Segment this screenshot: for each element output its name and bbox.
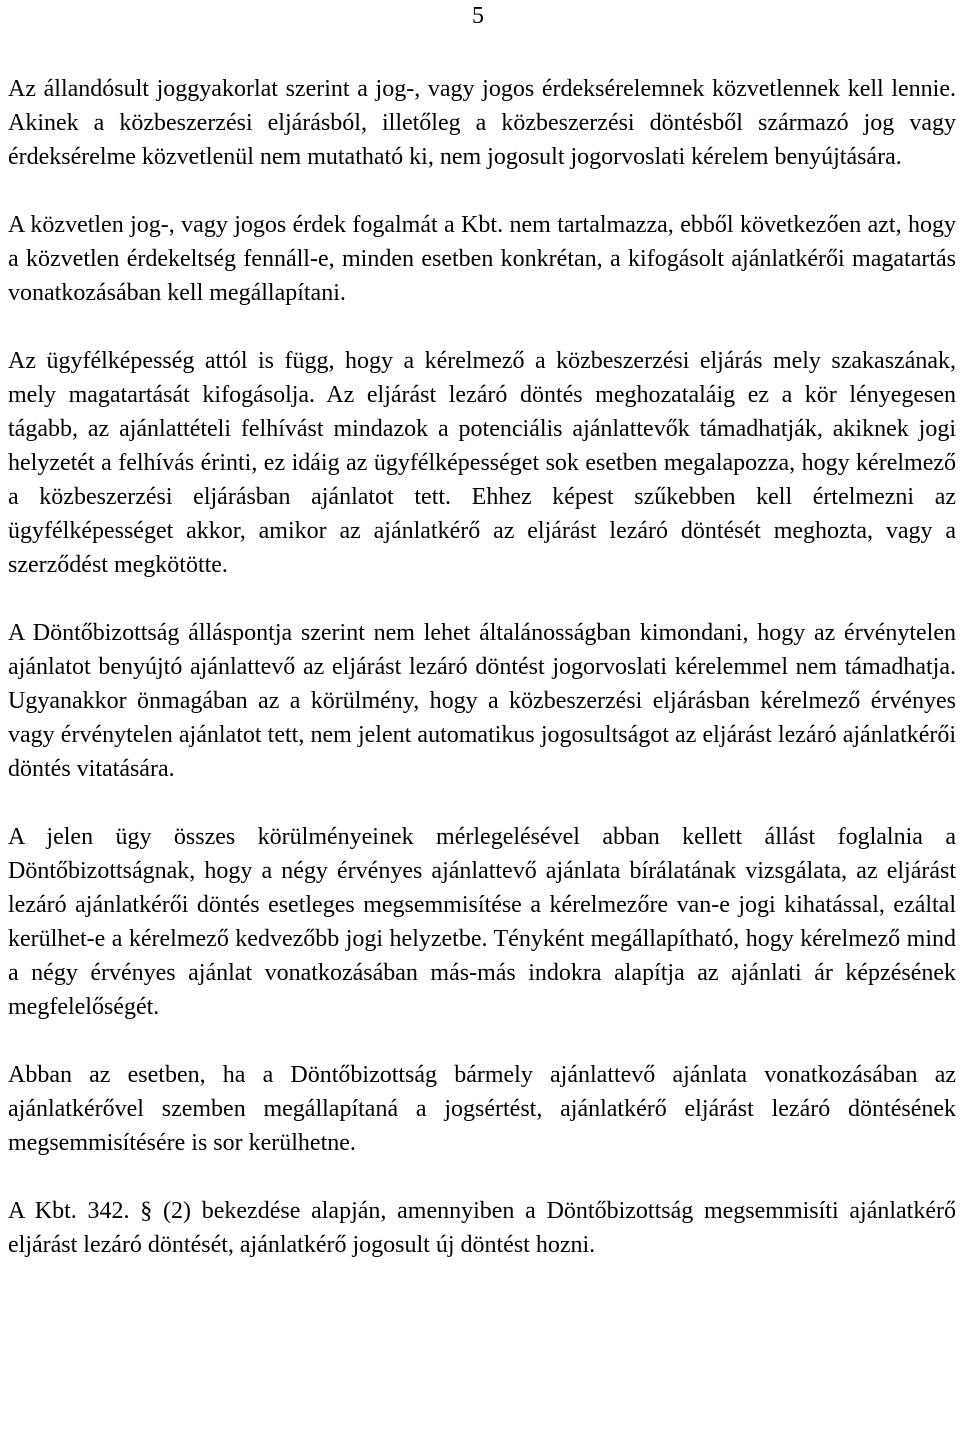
paragraph: Az ügyfélképesség attól is függ, hogy a kérelmező a közbeszerzési eljárás mely szakaszának, mely magatartását kifogásolja. Az eljárást lezáró döntés meghozataláig ez a kör lényegesen tágabb, az ajánlattételi felhívást mindazok a potenciális ajánlattevők támadhatják, akiknek jogi helyzetét a felhívás érinti, ez idáig az ügyfélképességet sok esetben megalapozza, hogy kérelmező a közbeszerzési eljárásban ajánlatot tett. Ehhez képest szűkebben kell értelmezni az ügyfélképességet akkor, amikor az ajánlatkérő az eljárást lezáró döntését meghozta, vagy a szerződést megkötötte. bbox=[8, 348, 956, 578]
paragraph: Abban az esetben, ha a Döntőbizottság bármely ajánlattevő ajánlata vonatkozásában az ajánlatkérővel szemben megállapítaná a jogsértést, ajánlatkérő eljárást lezáró döntésének megsemmisítésére is sor kerülhetne. bbox=[8, 1062, 956, 1156]
paragraph: A jelen ügy összes körülményeinek mérlegelésével abban kellett állást foglalnia a Döntőbizottságnak, hogy a négy érvényes ajánlattevő ajánlata bírálatának vizsgálata, az eljárást lezáró ajánlatkérői döntés esetleges megsemmisítése a kérelmezőre van-e jogi kihatással, ezáltal kerülhet-e a kérelmező kedvezőbb jogi helyzetbe. Tényként megállapítható, hogy kérelmező mind a négy érvényes ajánlat vonatkozásában más-más indokra alapítja az ajánlati ár képzésének megfelelőségét. bbox=[8, 824, 956, 1020]
page-number: 5 bbox=[472, 3, 484, 29]
paragraph: A Kbt. 342. § (2) bekezdése alapján, amennyiben a Döntőbizottság megsemmisíti ajánlatkérő eljárást lezáró döntését, ajánlatkérő jogosult új döntést hozni. bbox=[8, 1198, 956, 1258]
paragraph: A Döntőbizottság álláspontja szerint nem lehet általánosságban kimondani, hogy az érvénytelen ajánlatot benyújtó ajánlattevő az eljárást lezáró döntést jogorvoslati kérelemmel nem támadhatja. Ugyanakkor önmagában az a körülmény, hogy a közbeszerzési eljárásban kérelmező érvényes vagy érvénytelen ajánlatot tett, nem jelent automatikus jogosultságot az eljárást lezáró ajánlatkérői döntés vitatására. bbox=[8, 620, 956, 782]
paragraph: Az állandósult joggyakorlat szerint a jog-, vagy jogos érdeksérelemnek közvetlennek kell lennie. Akinek a közbeszerzési eljárásból, illetőleg a közbeszerzési döntésből származó jog vagy érdeksérelme közvetlenül nem mutatható ki, nem jogosult jogorvoslati kérelem benyújtására. bbox=[8, 76, 956, 170]
paragraph: A közvetlen jog-, vagy jogos érdek fogalmát a Kbt. nem tartalmazza, ebből következően azt, hogy a közvetlen érdekeltség fennáll-e, minden esetben konkrétan, a kifogásolt ajánlatkérői magatartás vonatkozásában kell megállapítani. bbox=[8, 212, 956, 306]
document-body bbox=[8, 72, 956, 1262]
